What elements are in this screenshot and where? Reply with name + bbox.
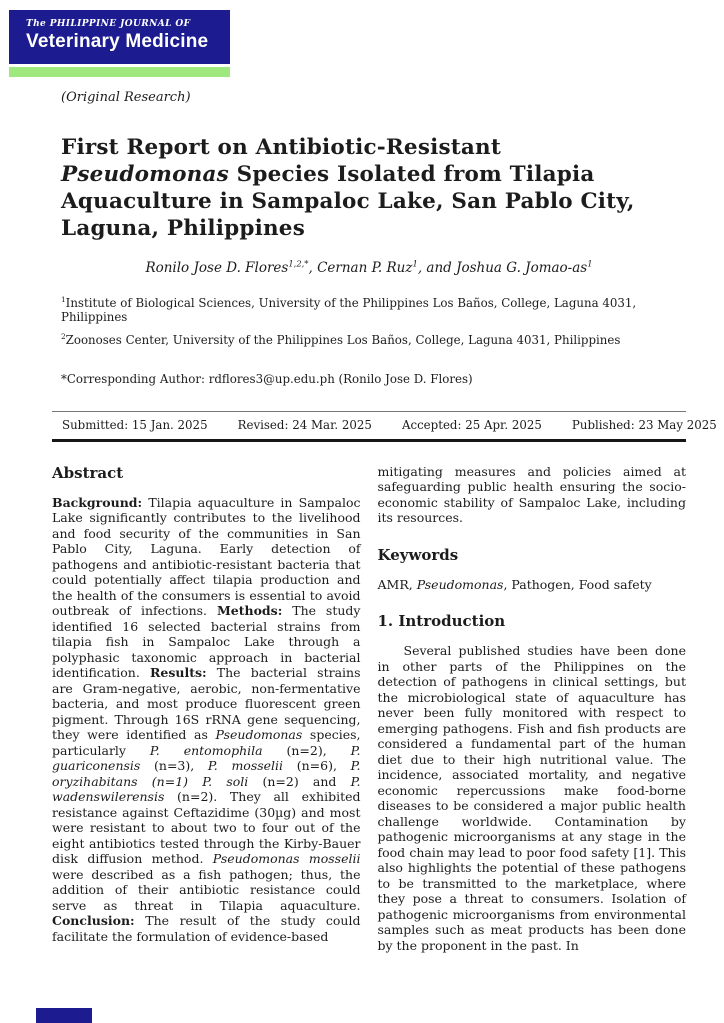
introduction-heading: 1. Introduction — [377, 612, 506, 630]
article-title: First Report on Antibiotic-Resistant Pseudomonas Species Isolated from Tilapia Aquaculture in Sampaloc Lake, San Pablo City, Laguna, Philippines — [61, 135, 635, 241]
journal-logo — [9, 10, 230, 64]
authors-line: Ronilo Jose D. Flores$^{1,2,*}$, Cernan P. Ruz$^1$, and Joshua G. Jomao-$as^1$ — [145, 258, 593, 276]
corresponding-author: *Corresponding Author: rdflores3@up.edu.ph (Ronilo Jose D. Flores) — [61, 371, 473, 386]
article-content — [52, 90, 717, 953]
affiliation-1: $^1$Institute of Biological Sciences, University of the Philippines Los Baños, College, Laguna 4031, Philippines — [61, 294, 637, 324]
journal-name-small: The PHILIPPINE JOURNAL OF — [26, 19, 191, 29]
keywords-text: AMR, Pseudomonas, Pathogen, Food safety — [377, 576, 652, 592]
footer-mark — [36, 1008, 92, 1023]
affiliations-block — [61, 296, 686, 347]
date-accepted: Accepted: 25 Apr. 2025 — [401, 417, 542, 432]
left-column — [52, 464, 361, 954]
introduction-paragraph: Several published studies have been done in other parts of the Philippines on the detection of pathogens in clinical settings, but the microbiological state of aquaculture has never been fully monitored with respect to emerging pathogens. Fish and fish products are considered a fundamental part of the human diet due to their high nutritional value. The incidence, associated mortality, and negative economic repercussions make food-borne diseases to be considered a major public health challenge worldwide. Contamination by pathogenic microorganisms at any stage in the food chain may lead to poor food safety [1]. This also highlights the potential of these pathogens to be transmitted to the marketplace, where they pose a threat to consumers. Isolation of pathogenic microorganisms from environmental samples such as meat products has been done by the proponent in the past. In — [377, 643, 686, 953]
keywords-heading: Keywords — [377, 545, 459, 564]
abstract-heading: Abstract — [52, 463, 124, 482]
dates-bar — [52, 411, 717, 442]
date-revised: Revised: 24 Mar. 2025 — [237, 417, 372, 432]
date-submitted: Submitted: 15 Jan. 2025 — [62, 417, 208, 432]
abstract-continuation: mitigating measures and policies aimed at safeguarding public health ensuring the socio-economic stability of Sampaloc Lake, including its resources. — [377, 463, 686, 525]
masthead-green-bar — [9, 67, 230, 77]
journal-name-large: Veterinary Medicine — [26, 31, 209, 52]
body-columns — [52, 464, 686, 954]
affiliation-2: $^2$Zoonoses Center, University of the Philippines Los Baños, College, Laguna 4031, Philippines — [61, 331, 621, 347]
abstract-paragraph: Background: Tilapia aquaculture in Sampaloc Lake significantly contributes to the livelihood and food security of the communities in San Pablo City, Laguna. Early detection of pathogens and antibiotic-resistant bacteria that could potentially affect tilapia production and the health of the consumers is essential to avoid outbreak of infections. Methods: The study identified 16 selected bacterial strains from tilapia fish in Sampaloc Lake through a polyphasic taxonomic approach in bacterial identification. Results: The bacterial strains are Gram-negative, aerobic, non-fermentative bacteria, and most produce fluorescent green pigment. Through 16S rRNA gene sequencing, they were identified as Pseudomonas species, particularly P. entomophila (n=2), P. guariconensis (n=3), P. mosselii (n=6), P. oryzihabitans (n=1) P. soli (n=2) and P. wadenswilerensis (n=2). They all exhibited resistance against Ceftazidime (30µg) and most were resistant to about two to four out of the eight antibiotics tested through the Kirby-Bauer disk diffusion method. Pseudomonas mosselii were described as a fish pathogen; thus, the addition of their antibiotic resistance could serve as threat in Tilapia aquaculture. Conclusion: The result of the study could facilitate the formulation of evidence-based — [52, 494, 361, 944]
date-published: Published: 23 May 2025 — [571, 417, 717, 432]
right-column — [378, 464, 687, 954]
article-type-label: (Original Research) — [61, 90, 191, 105]
